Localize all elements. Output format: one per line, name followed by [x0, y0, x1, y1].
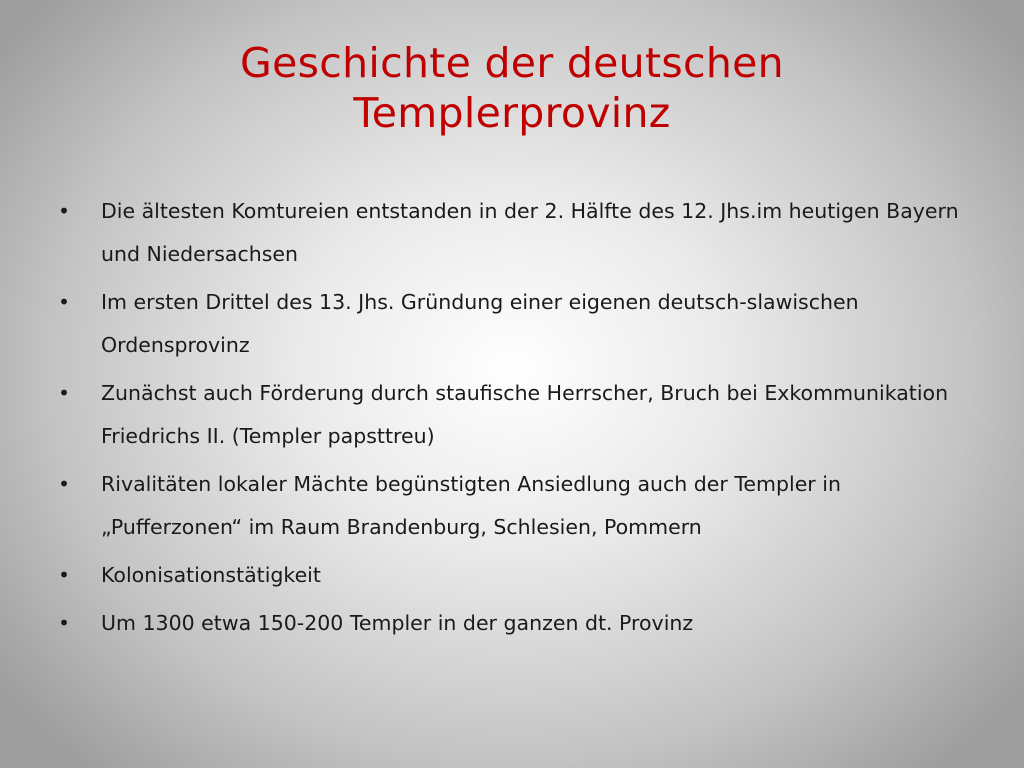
slide-title [0, 38, 1024, 138]
bullet-item [0, 602, 1024, 645]
bullet-icon: • [58, 199, 70, 223]
bullet-text: Im ersten Drittel des 13. Jhs. Gründung einer eigenen deutsch-slawischen Ordensprovinz [101, 290, 859, 357]
bullet-item [0, 281, 1024, 367]
bullet-list [0, 190, 1024, 650]
bullet-text: Kolonisationstätigkeit [101, 563, 321, 587]
bullet-icon: • [58, 290, 70, 314]
bullet-text: Rivalitäten lokaler Mächte begünstigten Ansiedlung auch der Templer in „Pufferzonen“ im Raum Brandenburg, Schlesien, Pommern [101, 472, 841, 539]
bullet-text: Zunächst auch Förderung durch staufische Herrscher, Bruch bei Exkommunikation Friedrichs II. (Templer papsttreu) [101, 381, 949, 448]
bullet-item [0, 554, 1024, 597]
bullet-item [0, 372, 1024, 458]
bullet-icon: • [58, 472, 70, 496]
slide-title-line-2: Templerprovinz [353, 89, 671, 137]
bullet-text: Die ältesten Komtureien entstanden in der 2. Hälfte des 12. Jhs.im heutigen Bayern und Niedersachsen [101, 199, 959, 266]
bullet-item [0, 463, 1024, 549]
bullet-icon: • [58, 381, 70, 405]
bullet-icon: • [58, 563, 70, 587]
bullet-item [0, 190, 1024, 276]
bullet-icon: • [58, 611, 70, 635]
slide-title-line-1: Geschichte der deutschen [240, 39, 784, 87]
bullet-text: Um 1300 etwa 150-200 Templer in der ganzen dt. Provinz [101, 611, 694, 635]
